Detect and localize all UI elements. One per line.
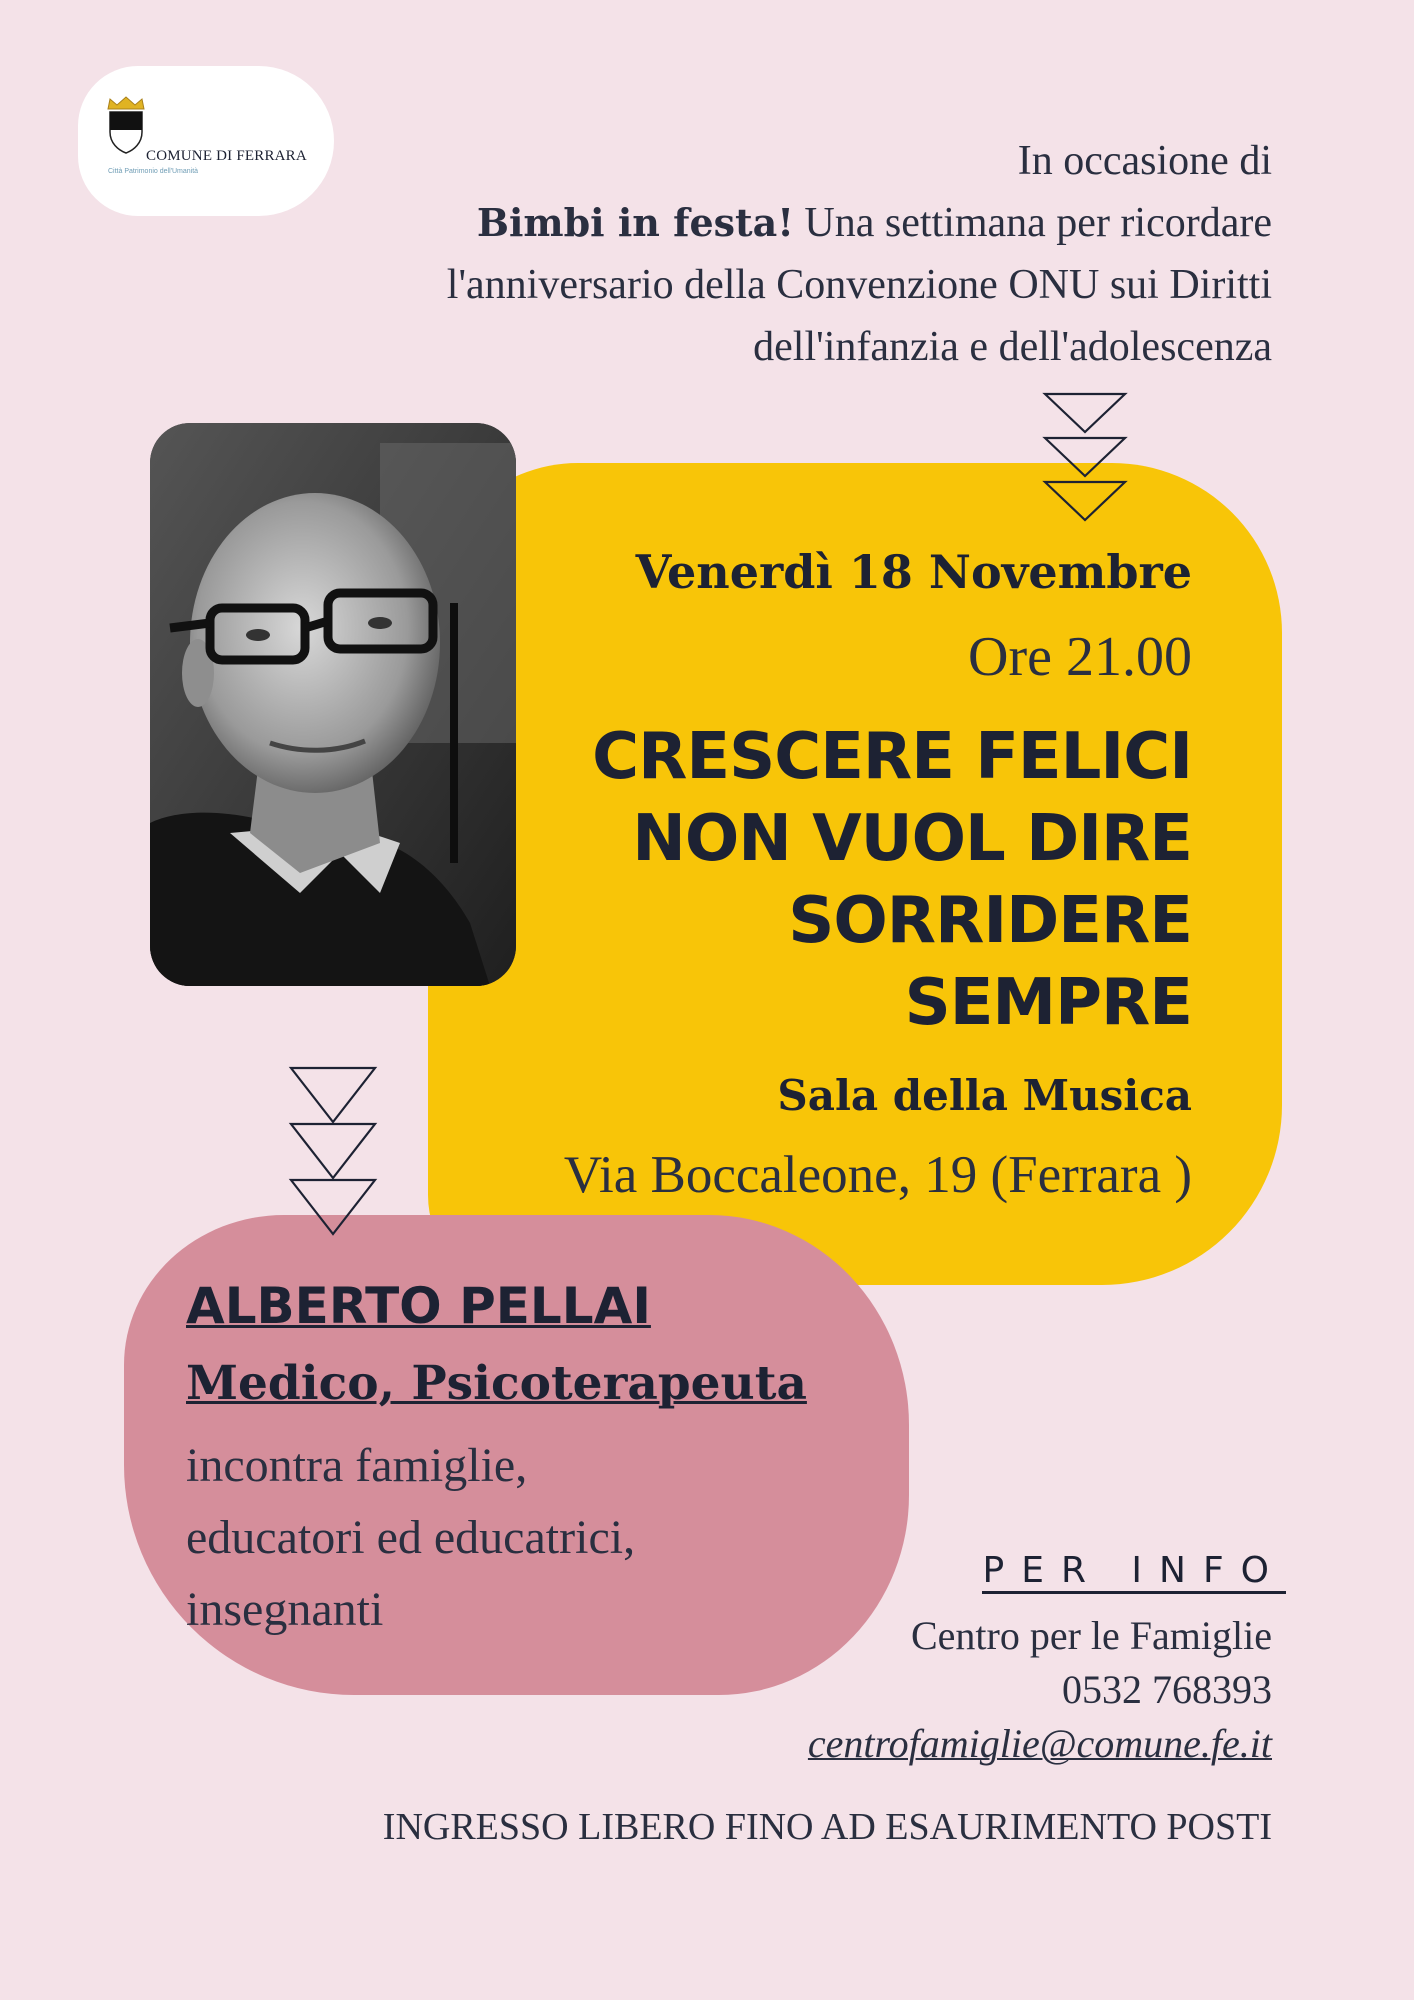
event-venue: Sala della Musica [777, 1071, 1192, 1120]
event-time: Ore 21.00 [968, 626, 1192, 688]
speaker-description-line: insegnanti [186, 1583, 384, 1636]
speaker-name: ALBERTO PELLAI [186, 1277, 651, 1335]
info-org: Centro per le Famiglie [910, 1613, 1272, 1658]
event-title-line: CRESCERE FELICI [592, 720, 1192, 794]
speaker-role: Medico, Psicoterapeuta [186, 1356, 807, 1411]
entry-note: INGRESSO LIBERO FINO AD ESAURIMENTO POSTI [382, 1806, 1272, 1848]
speaker-photo [150, 423, 516, 986]
event-title-line: SORRIDERE [788, 884, 1192, 958]
info-email-link[interactable]: centrofamiglie@comune.fe.it [807, 1721, 1272, 1766]
event-title-line: SEMPRE [904, 966, 1192, 1040]
portrait-image [150, 423, 516, 986]
event-name: Bimbi in festa! [476, 200, 794, 245]
intro-line-1: In occasione di [1017, 138, 1272, 184]
speaker-description [186, 1430, 635, 1646]
intro-text [272, 130, 1272, 378]
event-title [592, 716, 1192, 1044]
logo-name: COMUNE DI FERRARA [146, 148, 307, 164]
info-heading: PER INFO [982, 1550, 1286, 1594]
chevrons-down-icon [288, 1066, 378, 1241]
crown-icon [106, 96, 146, 110]
intro-line-3: l'anniversario della Convenzione ONU sui Diritti [446, 262, 1272, 308]
info-phone[interactable]: 0532 768393 [1062, 1667, 1272, 1712]
event-date: Venerdì 18 Novembre [635, 545, 1192, 599]
event-title-line: NON VUOL DIRE [632, 802, 1192, 876]
chevrons-down-icon [1040, 392, 1130, 527]
coat-of-arms-icon [108, 110, 144, 154]
intro-line-2 [272, 192, 1272, 254]
intro-line-2-rest: Una settimana per ricordare [793, 200, 1272, 246]
event-address: Via Boccaleone, 19 (Ferrara ) [563, 1146, 1192, 1204]
logo-tagline: Città Patrimonio dell'Umanità [108, 168, 199, 175]
speaker-description-line: educatori ed educatrici, [186, 1511, 636, 1564]
intro-line-4: dell'infanzia e dell'adolescenza [753, 324, 1272, 370]
speaker-description-line: incontra famiglie, [186, 1439, 528, 1492]
